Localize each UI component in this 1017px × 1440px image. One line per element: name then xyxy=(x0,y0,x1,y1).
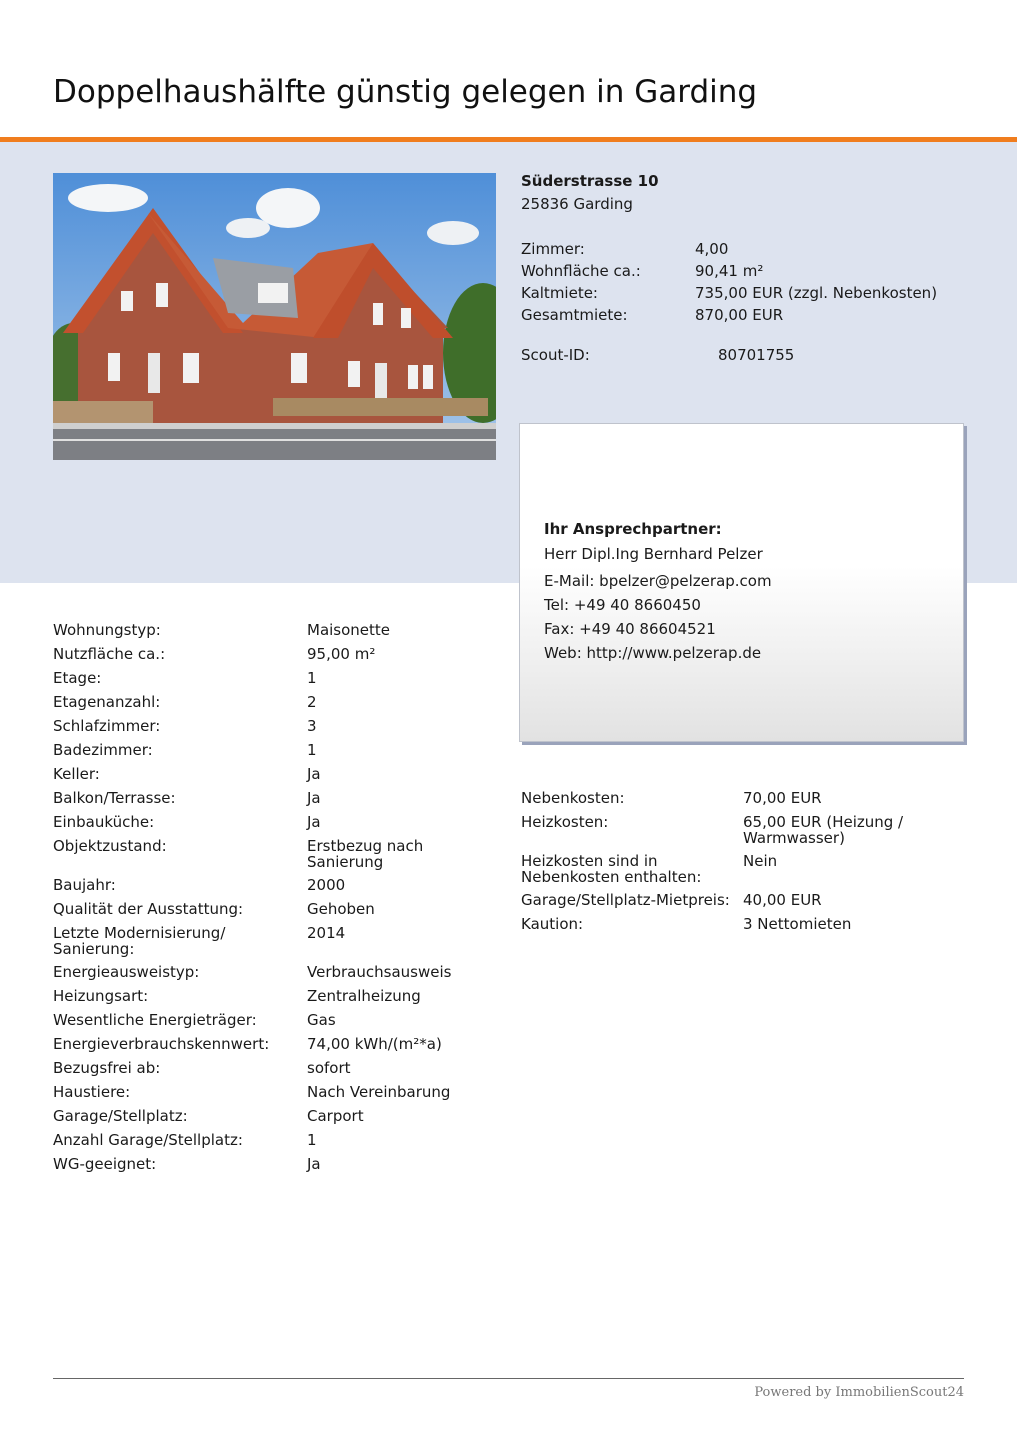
property-photo xyxy=(53,173,496,460)
detail-value: Carport xyxy=(307,1107,364,1125)
detail-label: Nutzfläche ca.: xyxy=(53,645,166,663)
detail-label: Qualität der Ausstattung: xyxy=(53,900,244,918)
footer-divider xyxy=(53,1378,964,1379)
detail-label: Einbauküche: xyxy=(53,813,155,831)
detail-value: Ja xyxy=(307,789,321,807)
detail-value: 1 xyxy=(307,741,317,759)
contact-name: Herr Dipl.Ing Bernhard Pelzer xyxy=(544,545,763,563)
detail-label: Wesentliche Energieträger: xyxy=(53,1011,257,1029)
detail-label: Garage/Stellplatz: xyxy=(53,1107,188,1125)
detail-value: Ja xyxy=(307,765,321,783)
cost-label: Kaution: xyxy=(521,915,584,933)
cost-value: 65,00 EUR (Heizung / Warmwasser) xyxy=(743,813,904,847)
contact-heading: Ihr Ansprechpartner: xyxy=(544,520,722,538)
detail-value: 74,00 kWh/(m²*a) xyxy=(307,1035,442,1053)
summary-label: Zimmer: xyxy=(521,240,585,258)
detail-value: Gas xyxy=(307,1011,336,1029)
detail-label: Letzte Modernisierung/ Sanierung: xyxy=(53,924,226,958)
detail-value: Erstbezug nach Sanierung xyxy=(307,837,424,871)
detail-label: Heizungsart: xyxy=(53,987,149,1005)
page-title: Doppelhaushälfte günstig gelegen in Garding xyxy=(53,74,758,110)
cost-label: Heizkosten: xyxy=(521,813,609,831)
contact-fax: Fax: +49 40 86604521 xyxy=(544,620,716,638)
detail-value: Ja xyxy=(307,813,321,831)
detail-label: Energieausweistyp: xyxy=(53,963,200,981)
detail-label: Keller: xyxy=(53,765,100,783)
detail-label: Balkon/Terrasse: xyxy=(53,789,176,807)
scout-id-label: Scout-ID: xyxy=(521,346,590,364)
summary-label: Gesamtmiete: xyxy=(521,306,628,324)
detail-label: Schlafzimmer: xyxy=(53,717,161,735)
detail-value: 2 xyxy=(307,693,317,711)
summary-value: 4,00 xyxy=(695,240,729,258)
contact-web[interactable]: Web: http://www.pelzerap.de xyxy=(544,644,762,662)
cost-label: Nebenkosten: xyxy=(521,789,625,807)
cost-value: 40,00 EUR xyxy=(743,891,822,909)
contact-email[interactable]: E-Mail: bpelzer@pelzerap.com xyxy=(544,572,772,590)
detail-value: 95,00 m² xyxy=(307,645,376,663)
detail-label: Etagenanzahl: xyxy=(53,693,161,711)
detail-label: Wohnungstyp: xyxy=(53,621,161,639)
detail-label: Etage: xyxy=(53,669,102,687)
detail-value: 1 xyxy=(307,1131,317,1149)
contact-tel: Tel: +49 40 8660450 xyxy=(544,596,701,614)
detail-value: sofort xyxy=(307,1059,351,1077)
detail-value: 3 xyxy=(307,717,317,735)
detail-label: WG-geeignet: xyxy=(53,1155,157,1173)
detail-label: Haustiere: xyxy=(53,1083,131,1101)
detail-value: 1 xyxy=(307,669,317,687)
detail-label: Objektzustand: xyxy=(53,837,167,855)
cost-label: Heizkosten sind in Nebenkosten enthalten: xyxy=(521,852,702,886)
detail-value: Maisonette xyxy=(307,621,391,639)
detail-label: Anzahl Garage/Stellplatz: xyxy=(53,1131,243,1149)
summary-value: 90,41 m² xyxy=(695,262,764,280)
cost-value: 70,00 EUR xyxy=(743,789,822,807)
detail-value: Gehoben xyxy=(307,900,375,918)
detail-value: 2014 xyxy=(307,924,346,942)
summary-value: 735,00 EUR (zzgl. Nebenkosten) xyxy=(695,284,938,302)
detail-label: Badezimmer: xyxy=(53,741,153,759)
summary-value: 870,00 EUR xyxy=(695,306,784,324)
cost-value: Nein xyxy=(743,852,778,870)
summary-label: Wohnfläche ca.: xyxy=(521,262,641,280)
footer-credit: Powered by ImmobilienScout24 xyxy=(754,1385,964,1400)
detail-value: Nach Vereinbarung xyxy=(307,1083,451,1101)
detail-value: 2000 xyxy=(307,876,346,894)
detail-value: Zentralheizung xyxy=(307,987,421,1005)
detail-label: Bezugsfrei ab: xyxy=(53,1059,161,1077)
contact-card xyxy=(519,423,964,742)
address-street: Süderstrasse 10 xyxy=(521,172,659,190)
cost-value: 3 Nettomieten xyxy=(743,915,852,933)
scout-id-value: 80701755 xyxy=(718,346,795,364)
detail-label: Energieverbrauchskennwert: xyxy=(53,1035,270,1053)
summary-label: Kaltmiete: xyxy=(521,284,598,302)
cost-label: Garage/Stellplatz-Mietpreis: xyxy=(521,891,730,909)
detail-value: Ja xyxy=(307,1155,321,1173)
detail-value: Verbrauchsausweis xyxy=(307,963,452,981)
address-city: 25836 Garding xyxy=(521,195,633,213)
detail-label: Baujahr: xyxy=(53,876,116,894)
